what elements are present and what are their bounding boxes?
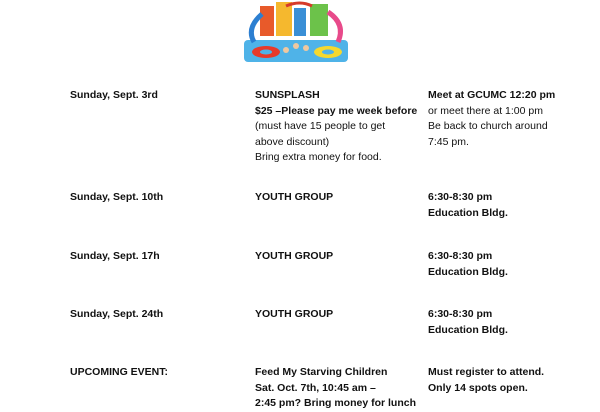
event-cell bbox=[255, 365, 420, 412]
date-cell: Sunday, Sept. 10th bbox=[70, 191, 164, 203]
details-line: Education Bldg. bbox=[428, 206, 508, 219]
date-cell: Sunday, Sept. 3rd bbox=[70, 89, 158, 101]
event-title: YOUTH GROUP bbox=[255, 308, 334, 320]
details-line: Only 14 spots open. bbox=[428, 381, 528, 394]
event-title: Feed My Starving Children bbox=[255, 366, 388, 378]
details-line: Be back to church around bbox=[428, 120, 548, 132]
event-line: Bring extra money for food. bbox=[255, 151, 382, 163]
water-park-clipart bbox=[240, 0, 352, 64]
date-cell: Sunday, Sept. 24th bbox=[70, 308, 164, 320]
details-line: Education Bldg. bbox=[428, 265, 508, 278]
date-cell: Sunday, Sept. 17h bbox=[70, 250, 160, 262]
details-line: 6:30-8:30 pm bbox=[428, 191, 493, 203]
details-line: 6:30-8:30 pm bbox=[428, 250, 493, 262]
details-cell bbox=[428, 249, 563, 280]
details-line: or meet there at 1:00 pm bbox=[428, 104, 543, 117]
event-line: (must have 15 people to get bbox=[255, 120, 386, 132]
details-line: Meet at GCUMC 12:20 pm bbox=[428, 89, 556, 101]
event-title: YOUTH GROUP bbox=[255, 191, 334, 203]
details-cell bbox=[428, 307, 563, 338]
event-line: Sat. Oct. 7th, 10:45 am – bbox=[255, 381, 376, 394]
details-line: 6:30-8:30 pm bbox=[428, 308, 493, 320]
details-line: Education Bldg. bbox=[428, 323, 508, 336]
details-cell bbox=[428, 365, 563, 396]
event-cell bbox=[255, 88, 420, 166]
details-cell bbox=[428, 190, 563, 221]
details-line: 7:45 pm. bbox=[428, 135, 469, 148]
details-line: Must register to attend. bbox=[428, 366, 545, 378]
event-line: above discount) bbox=[255, 135, 330, 148]
date-cell: UPCOMING EVENT: bbox=[70, 366, 169, 378]
details-cell bbox=[428, 88, 563, 150]
event-line: $25 –Please pay me week before bbox=[255, 104, 418, 117]
event-title: YOUTH GROUP bbox=[255, 250, 334, 262]
event-line: 2:45 pm? Bring money for lunch bbox=[255, 397, 417, 409]
event-title: SUNSPLASH bbox=[255, 89, 320, 101]
